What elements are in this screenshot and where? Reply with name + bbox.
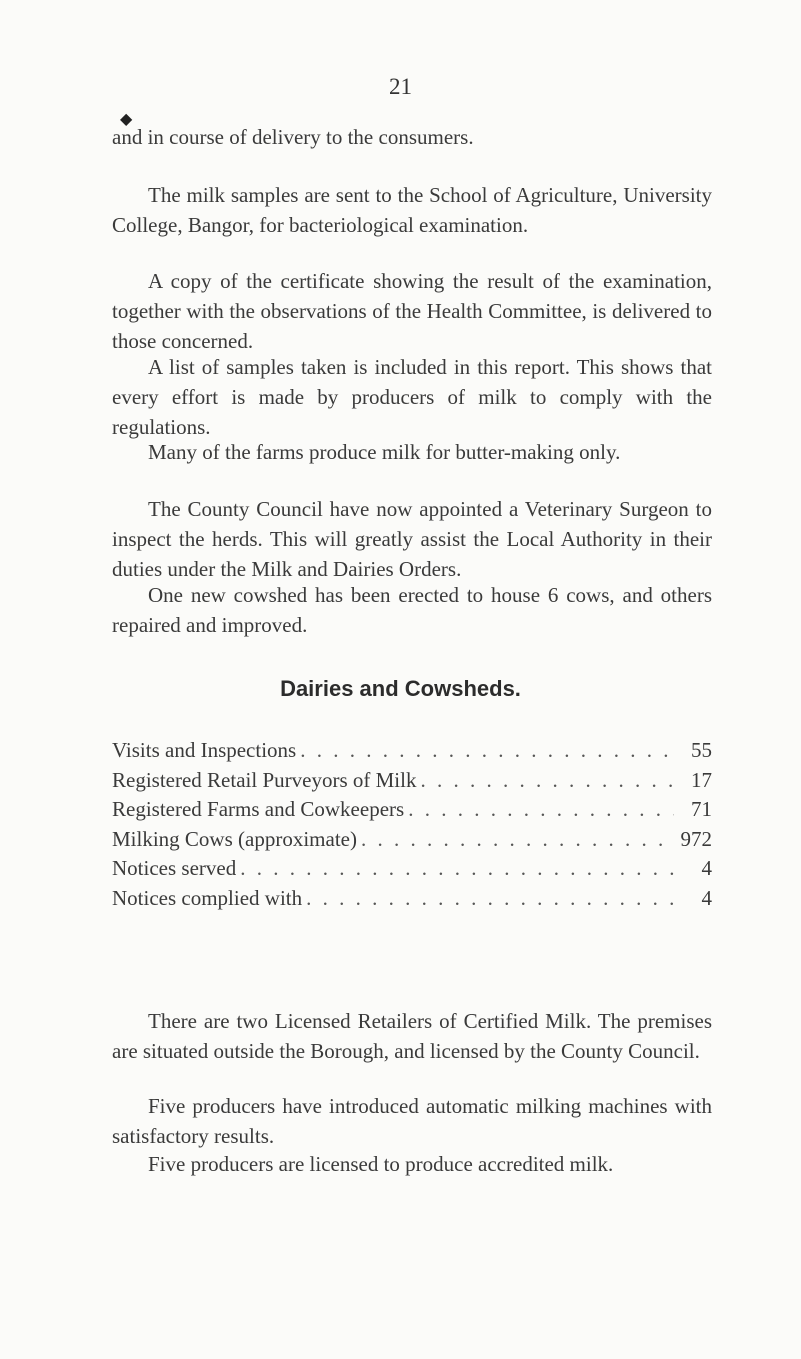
dot-leader bbox=[361, 827, 674, 852]
paragraph-certificate: A copy of the certificate showing the result of the examination, together with the observations of the Health Committee, is delivered to those concerned. bbox=[112, 269, 712, 353]
stat-value: 4 bbox=[701, 856, 712, 880]
paragraph-certified-milk: There are two Licensed Retailers of Certified Milk. The premises are situated outside the Borough, and licensed by the County Council. bbox=[112, 1009, 712, 1063]
stat-row bbox=[112, 738, 712, 768]
dot-leader bbox=[240, 856, 674, 881]
statistics-list bbox=[112, 738, 712, 915]
stat-label: Registered Retail Purveyors of Milk bbox=[112, 767, 417, 792]
stat-value: 71 bbox=[691, 797, 712, 821]
stat-value: 972 bbox=[680, 826, 712, 851]
stat-label: Visits and Inspections bbox=[112, 738, 297, 762]
dot-leader bbox=[420, 768, 674, 793]
stat-row bbox=[112, 886, 712, 916]
stat-row bbox=[112, 797, 712, 827]
paragraph-cowshed: One new cowshed has been erected to house 6 cows, and others repaired and improved. bbox=[112, 583, 712, 637]
stat-value: 55 bbox=[691, 738, 712, 762]
stat-value: 17 bbox=[691, 767, 712, 792]
paragraph-continuation: and in course of delivery to the consumers. bbox=[112, 125, 474, 149]
paragraph-veterinary-surgeon: The County Council have now appointed a Veterinary Surgeon to inspect the herds. This will greatly assist the Local Authority in their duties under the Milk and Dairies Orders. bbox=[112, 497, 712, 581]
dot-leader bbox=[300, 738, 674, 763]
stat-label: Notices complied with bbox=[112, 885, 303, 910]
stat-label: Notices served bbox=[112, 856, 237, 880]
stat-row bbox=[112, 856, 712, 886]
dot-leader bbox=[408, 797, 674, 822]
paragraph-butter-making: Many of the farms produce milk for butter-making only. bbox=[148, 440, 621, 464]
stat-label: Milking Cows (approximate) bbox=[112, 826, 357, 851]
stat-value: 4 bbox=[701, 885, 712, 910]
paragraph-sample-list: A list of samples taken is included in this report. This shows that every effort is made by producers of milk to comply with the regulations. bbox=[112, 355, 712, 439]
paragraph-milk-samples: The milk samples are sent to the School of Agriculture, University College, Bangor, for bacteriological examination. bbox=[112, 183, 712, 237]
dot-leader bbox=[306, 886, 674, 911]
page-number: 21 bbox=[389, 74, 412, 99]
stat-row bbox=[112, 768, 712, 798]
stat-row bbox=[112, 827, 712, 857]
ink-blot-icon: ◆ bbox=[120, 111, 133, 128]
stat-label: Registered Farms and Cowkeepers bbox=[112, 797, 405, 821]
section-heading: Dairies and Cowsheds. bbox=[280, 676, 521, 701]
paragraph-milking-machines: Five producers have introduced automatic milking machines with satisfactory results. bbox=[112, 1094, 712, 1148]
paragraph-accredited-milk: Five producers are licensed to produce accredited milk. bbox=[148, 1152, 614, 1176]
